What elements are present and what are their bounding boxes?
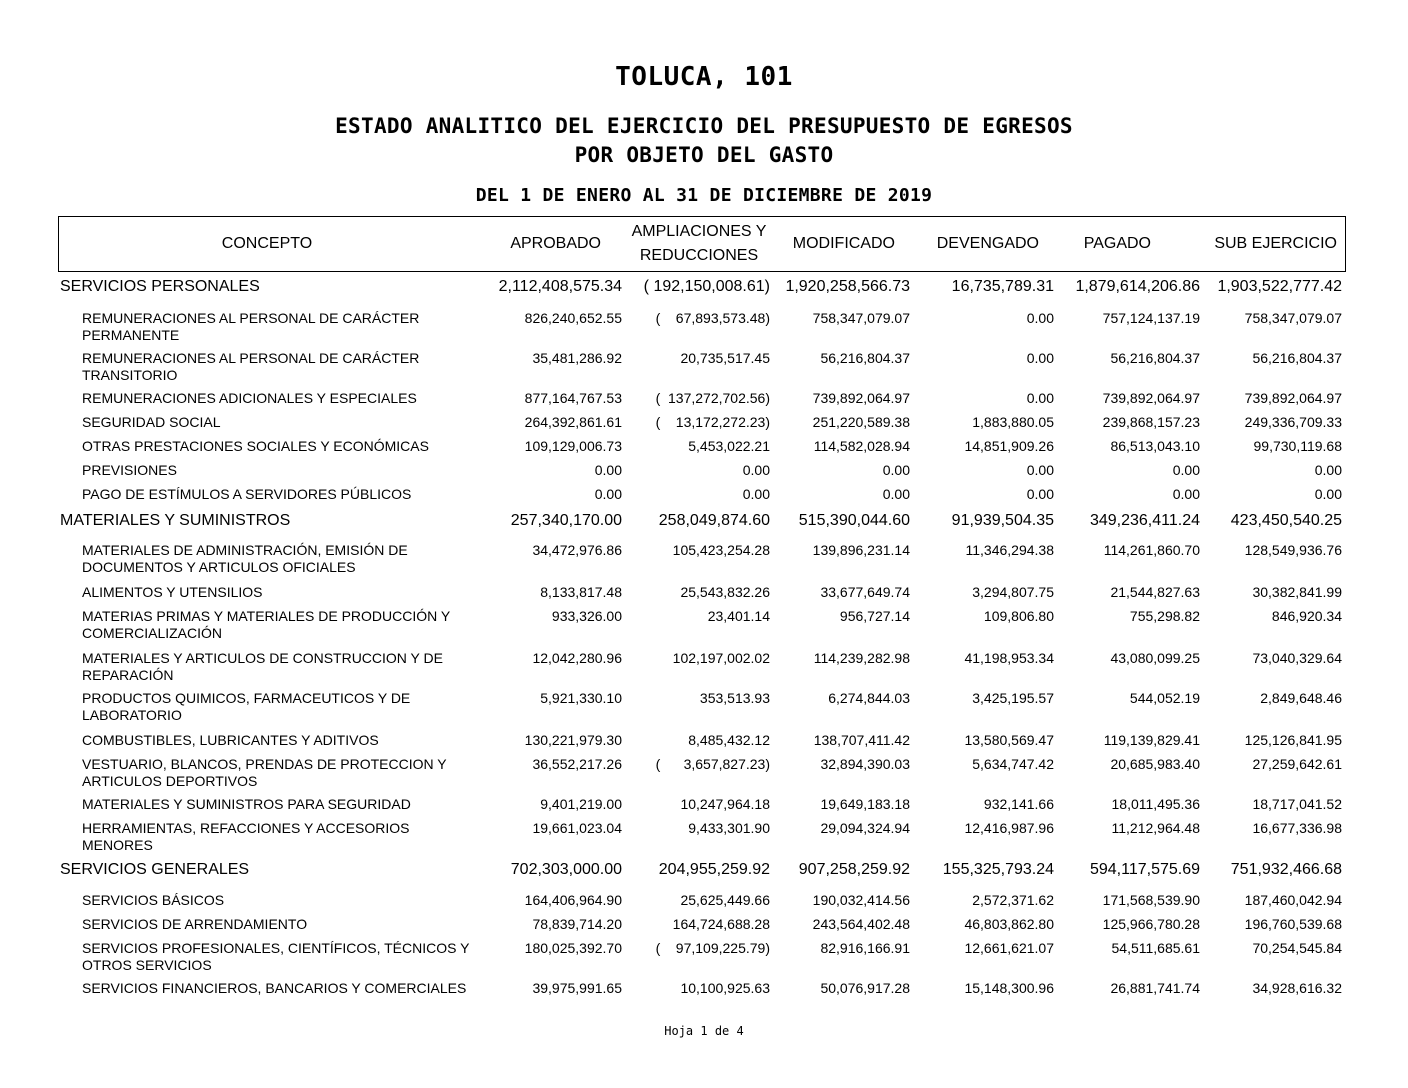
concept-label: SERVICIOS PROFESIONALES, CIENTÍFICOS, TÉCNICOS Y OTROS SERVICIOS	[82, 940, 470, 973]
value-cell: 109,129,006.73	[524, 438, 622, 454]
value-cell: 907,258,259.92	[798, 861, 910, 878]
value-cell: 91,939,504.35	[951, 512, 1054, 529]
page-title: TOLUCA, 101	[615, 62, 793, 92]
value-cell: 932,141.66	[983, 796, 1054, 812]
header-aprobado: APROBADO	[510, 235, 601, 252]
value-cell: 16,677,336.98	[1252, 820, 1342, 836]
value-cell: 8,133,817.48	[540, 584, 622, 600]
value-cell: 18,011,495.36	[1111, 796, 1200, 812]
value-cell: 196,760,539.68	[1244, 916, 1342, 932]
value-cell: 187,460,042.94	[1244, 892, 1342, 908]
value-cell: 755,298.82	[1129, 608, 1200, 624]
value-cell: 25,625,449.66	[680, 892, 770, 908]
table-row	[58, 940, 1346, 980]
concept-label: PAGO DE ESTÍMULOS A SERVIDORES PÚBLICOS	[82, 486, 412, 502]
value-cell: 0.00	[1026, 390, 1054, 406]
concept-label: PRODUCTOS QUIMICOS, FARMACEUTICOS Y DE LABORATORIO	[82, 690, 411, 723]
value-cell: 0.00	[1026, 350, 1054, 366]
category-label: SERVICIOS GENERALES	[60, 861, 250, 878]
concept-label: COMBUSTIBLES, LUBRICANTES Y ADITIVOS	[82, 732, 379, 748]
value-cell: 0.00	[742, 462, 770, 478]
value-cell: 82,916,166.91	[820, 940, 910, 956]
value-cell: 1,879,614,206.86	[1075, 278, 1200, 295]
category-row	[58, 278, 1346, 306]
table-row	[58, 414, 1346, 438]
value-cell: 32,894,390.03	[820, 756, 910, 772]
table-row	[58, 608, 1346, 650]
value-cell: 739,892,064.97	[812, 390, 910, 406]
value-cell: 190,032,414.56	[812, 892, 910, 908]
report-period: DEL 1 DE ENERO AL 31 DE DICIEMBRE DE 2019	[475, 185, 933, 206]
value-cell: 0.00	[1026, 310, 1054, 326]
value-cell: 33,677,649.74	[820, 584, 910, 600]
value-cell: 702,303,000.00	[510, 861, 622, 878]
table-row	[58, 820, 1346, 860]
header-ampliaciones	[619, 217, 779, 271]
value-cell: 18,717,041.52	[1252, 796, 1342, 812]
category-label: MATERIALES Y SUMINISTROS	[60, 512, 291, 529]
value-cell: 243,564,402.48	[812, 916, 910, 932]
concept-label: ALIMENTOS Y UTENSILIOS	[82, 584, 263, 600]
value-cell: 125,126,841.95	[1244, 732, 1342, 748]
value-cell: ( 13,172,272.23)	[655, 414, 770, 430]
value-cell: 109,806.80	[983, 608, 1054, 624]
value-cell: 739,892,064.97	[1102, 390, 1200, 406]
value-cell: 11,346,294.38	[965, 542, 1054, 558]
value-cell: 264,392,861.61	[524, 414, 622, 430]
value-cell: ( 67,893,573.48)	[655, 310, 770, 326]
value-cell: 56,216,804.37	[820, 350, 910, 366]
table-row	[58, 796, 1346, 820]
value-cell: 171,568,539.90	[1102, 892, 1200, 908]
table-row	[58, 916, 1346, 940]
concept-label: PREVISIONES	[82, 462, 177, 478]
value-cell: 2,112,408,575.34	[498, 278, 622, 295]
value-cell: 257,340,170.00	[510, 512, 622, 529]
value-cell: 0.00	[594, 462, 622, 478]
table-row	[58, 584, 1346, 608]
value-cell: ( 137,272,702.56)	[655, 390, 770, 406]
value-cell: 826,240,652.55	[524, 310, 622, 326]
value-cell: 1,920,258,566.73	[785, 278, 910, 295]
value-cell: 23,401.14	[707, 608, 770, 624]
value-cell: 139,896,231.14	[812, 542, 910, 558]
table-row	[58, 980, 1346, 1024]
header-sub-ejercicio: SUB EJERCICIO	[1214, 235, 1337, 252]
concept-label: REMUNERACIONES AL PERSONAL DE CARÁCTER TRANSITORIO	[82, 350, 420, 383]
category-row	[58, 861, 1346, 891]
value-cell: 12,661,621.07	[964, 940, 1054, 956]
value-cell: 155,325,793.24	[942, 861, 1054, 878]
value-cell: 73,040,329.64	[1252, 650, 1342, 666]
value-cell: 757,124,137.19	[1102, 310, 1200, 326]
concept-label: OTRAS PRESTACIONES SOCIALES Y ECONÓMICAS	[82, 438, 429, 454]
header-ampliaciones-line2: REDUCCIONES	[639, 247, 759, 264]
header-modificado: MODIFICADO	[792, 235, 895, 252]
value-cell: 56,216,804.37	[1252, 350, 1342, 366]
value-cell: 758,347,079.07	[812, 310, 910, 326]
value-cell: 30,382,841.99	[1252, 584, 1342, 600]
concept-label: MATERIAS PRIMAS Y MATERIALES DE PRODUCCIÓN Y COMERCIALIZACIÓN	[82, 608, 450, 641]
value-cell: ( 97,109,225.79)	[655, 940, 770, 956]
value-cell: 10,247,964.18	[680, 796, 770, 812]
value-cell: ( 192,150,008.61)	[643, 278, 770, 295]
value-cell: 751,932,466.68	[1230, 861, 1342, 878]
table-row	[58, 390, 1346, 414]
value-cell: 11,212,964.48	[1111, 820, 1200, 836]
table-header	[58, 216, 1346, 272]
concept-label: REMUNERACIONES ADICIONALES Y ESPECIALES	[82, 390, 417, 406]
concept-label: VESTUARIO, BLANCOS, PRENDAS DE PROTECCION Y ARTICULOS DEPORTIVOS	[82, 756, 447, 789]
report-title-line1: ESTADO ANALITICO DEL EJERCICIO DEL PRESUPUESTO DE EGRESOS	[335, 114, 1073, 138]
page-number: Hoja 1 de 4	[664, 1024, 744, 1038]
value-cell: 258,049,874.60	[658, 512, 770, 529]
concept-label: HERRAMIENTAS, REFACCIONES Y ACCESORIOS MENORES	[82, 820, 410, 853]
category-row	[58, 512, 1346, 542]
value-cell: 0.00	[1172, 462, 1200, 478]
table-row	[58, 462, 1346, 486]
value-cell: 5,453,022.21	[688, 438, 770, 454]
value-cell: 46,803,862.80	[964, 916, 1054, 932]
value-cell: 19,661,023.04	[532, 820, 622, 836]
value-cell: 70,254,545.84	[1252, 940, 1342, 956]
value-cell: 19,649,183.18	[820, 796, 910, 812]
table-row	[58, 650, 1346, 690]
table-row	[58, 350, 1346, 390]
value-cell: 5,921,330.10	[540, 690, 622, 706]
table-row	[58, 732, 1346, 756]
value-cell: 14,851,909.26	[964, 438, 1054, 454]
value-cell: 2,572,371.62	[972, 892, 1054, 908]
value-cell: 877,164,767.53	[524, 390, 622, 406]
value-cell: 10,100,925.63	[680, 980, 770, 996]
value-cell: 1,903,522,777.42	[1217, 278, 1342, 295]
value-cell: 35,481,286.92	[532, 350, 622, 366]
table-row	[58, 486, 1346, 510]
value-cell: 204,955,259.92	[658, 861, 770, 878]
value-cell: 180,025,392.70	[524, 940, 622, 956]
value-cell: 239,868,157.23	[1102, 414, 1200, 430]
value-cell: 34,472,976.86	[532, 542, 622, 558]
value-cell: 0.00	[594, 486, 622, 502]
concept-label: MATERIALES Y SUMINISTROS PARA SEGURIDAD	[82, 796, 411, 812]
value-cell: 249,336,709.33	[1244, 414, 1342, 430]
value-cell: 846,920.34	[1271, 608, 1342, 624]
value-cell: 125,966,780.28	[1102, 916, 1200, 932]
value-cell: 78,839,714.20	[532, 916, 622, 932]
value-cell: 594,117,575.69	[1089, 861, 1200, 878]
value-cell: 20,685,983.40	[1110, 756, 1200, 772]
value-cell: 128,549,936.76	[1244, 542, 1342, 558]
value-cell: 29,094,324.94	[820, 820, 910, 836]
concept-label: MATERIALES DE ADMINISTRACIÓN, EMISIÓN DE DOCUMENTOS Y ARTICULOS OFICIALES	[82, 542, 408, 575]
concept-label: MATERIALES Y ARTICULOS DE CONSTRUCCION Y DE REPARACIÓN	[82, 650, 443, 683]
concept-label: SERVICIOS BÁSICOS	[82, 892, 225, 908]
table-row	[58, 892, 1346, 916]
value-cell: 12,042,280.96	[532, 650, 622, 666]
value-cell: 86,513,043.10	[1110, 438, 1200, 454]
value-cell: 1,883,880.05	[972, 414, 1054, 430]
header-pagado: PAGADO	[1083, 235, 1151, 252]
value-cell: 0.00	[1026, 462, 1054, 478]
value-cell: 41,198,953.34	[964, 650, 1054, 666]
table-row	[58, 310, 1346, 350]
value-cell: 50,076,917.28	[820, 980, 910, 996]
value-cell: 423,450,540.25	[1230, 512, 1342, 529]
value-cell: 56,216,804.37	[1110, 350, 1200, 366]
value-cell: 130,221,979.30	[524, 732, 622, 748]
value-cell: 99,730,119.68	[1253, 438, 1342, 454]
value-cell: 34,928,616.32	[1252, 980, 1342, 996]
value-cell: 105,423,254.28	[672, 542, 770, 558]
value-cell: 3,425,195.57	[972, 690, 1054, 706]
value-cell: 6,274,844.03	[828, 690, 910, 706]
table-row	[58, 542, 1346, 584]
value-cell: 27,259,642.61	[1252, 756, 1342, 772]
value-cell: 114,582,028.94	[813, 438, 910, 454]
header-ampliaciones-line1: AMPLIACIONES Y	[631, 223, 767, 240]
value-cell: 21,544,827.63	[1110, 584, 1200, 600]
value-cell: 164,724,688.28	[672, 916, 770, 932]
value-cell: 13,580,569.47	[964, 732, 1054, 748]
value-cell: 16,735,789.31	[951, 278, 1054, 295]
value-cell: 515,390,044.60	[798, 512, 910, 529]
category-label: SERVICIOS PERSONALES	[60, 278, 260, 295]
value-cell: 9,433,301.90	[688, 820, 770, 836]
value-cell: 758,347,079.07	[1244, 310, 1342, 326]
value-cell: 114,261,860.70	[1103, 542, 1200, 558]
value-cell: 0.00	[1314, 462, 1342, 478]
value-cell: 544,052.19	[1129, 690, 1200, 706]
value-cell: 8,485,432.12	[688, 732, 770, 748]
value-cell: 138,707,411.42	[813, 732, 910, 748]
value-cell: 164,406,964.90	[524, 892, 622, 908]
value-cell: 0.00	[882, 486, 910, 502]
value-cell: 5,634,747.42	[972, 756, 1054, 772]
value-cell: 26,881,741.74	[1110, 980, 1200, 996]
value-cell: 353,513.93	[699, 690, 770, 706]
value-cell: 9,401,219.00	[540, 796, 622, 812]
value-cell: 119,139,829.41	[1103, 732, 1200, 748]
value-cell: 349,236,411.24	[1089, 512, 1200, 529]
table-row	[58, 690, 1346, 732]
value-cell: 114,239,282.98	[813, 650, 910, 666]
value-cell: 54,511,685.61	[1111, 940, 1200, 956]
value-cell: 3,294,807.75	[972, 584, 1054, 600]
concept-label: SERVICIOS FINANCIEROS, BANCARIOS Y COMERCIALES	[82, 980, 467, 996]
header-devengado: DEVENGADO	[936, 235, 1039, 252]
value-cell: 12,416,987.96	[964, 820, 1054, 836]
value-cell: 39,975,991.65	[532, 980, 622, 996]
value-cell: 0.00	[882, 462, 910, 478]
value-cell: 15,148,300.96	[964, 980, 1054, 996]
report-title-line2: POR OBJETO DEL GASTO	[574, 143, 834, 167]
concept-label: SERVICIOS DE ARRENDAMIENTO	[82, 916, 308, 932]
value-cell: 0.00	[1314, 486, 1342, 502]
value-cell: 933,326.00	[551, 608, 622, 624]
value-cell: 102,197,002.02	[672, 650, 770, 666]
concept-label: REMUNERACIONES AL PERSONAL DE CARÁCTER PERMANENTE	[82, 310, 420, 343]
value-cell: 0.00	[742, 486, 770, 502]
header-concepto: CONCEPTO	[221, 235, 313, 252]
value-cell: 251,220,589.38	[812, 414, 910, 430]
value-cell: ( 3,657,827.23)	[655, 756, 770, 772]
value-cell: 25,543,832.26	[680, 584, 770, 600]
value-cell: 20,735,517.45	[680, 350, 770, 366]
value-cell: 956,727.14	[839, 608, 910, 624]
table-row	[58, 756, 1346, 796]
value-cell: 36,552,217.26	[532, 756, 622, 772]
table-row	[58, 438, 1346, 462]
value-cell: 739,892,064.97	[1244, 390, 1342, 406]
value-cell: 2,849,648.46	[1260, 690, 1342, 706]
concept-label: SEGURIDAD SOCIAL	[82, 414, 221, 430]
value-cell: 43,080,099.25	[1110, 650, 1200, 666]
value-cell: 0.00	[1026, 486, 1054, 502]
value-cell: 0.00	[1172, 486, 1200, 502]
